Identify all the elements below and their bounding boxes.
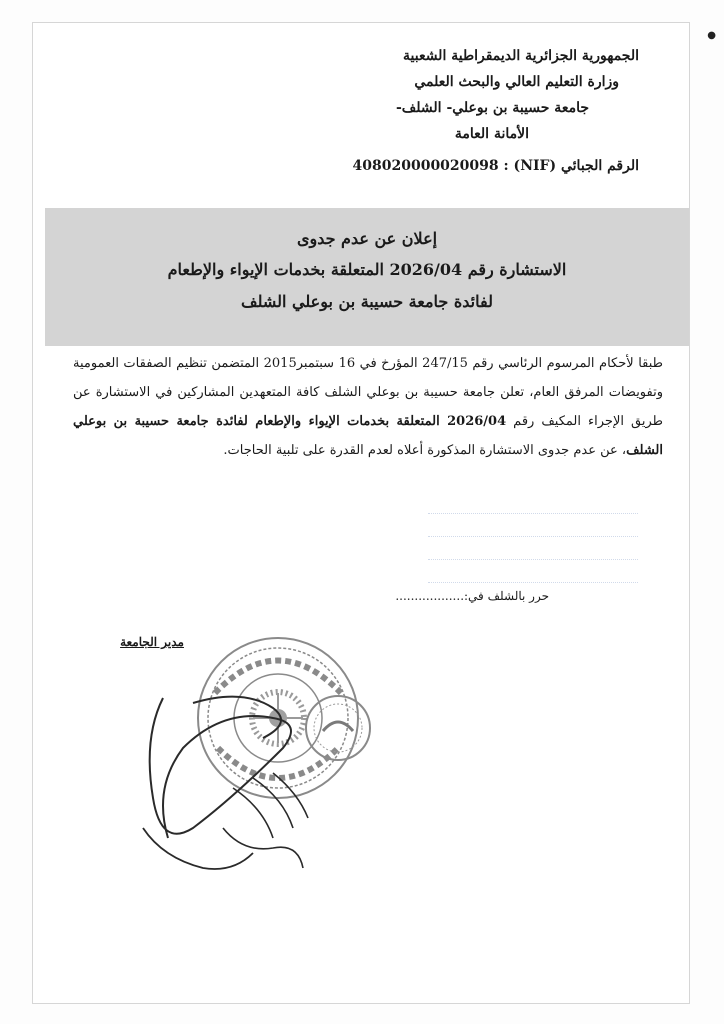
ministry-line: وزارة التعليم العالي والبحث العلمي (414, 74, 619, 90)
announcement-title: إعلان عن عدم جدوى (296, 229, 438, 248)
bleed-through-text (428, 503, 638, 598)
letterhead (219, 43, 639, 179)
nif-line: الرقم الجبائي (NIF) : 408020000020098 (352, 158, 639, 174)
signature (123, 678, 363, 898)
republic-line: الجمهورية الجزائرية الديمقراطية الشعبية (402, 48, 639, 64)
announcement-banner (45, 208, 689, 346)
date-line: حرر بالشلف في:.................. (395, 589, 549, 603)
consultation-line: الاستشارة رقم 2026/04 المتعلقة بخدمات الإيواء والإطعام (167, 260, 567, 279)
secretariat-line: الأمانة العامة (454, 126, 529, 142)
announcement-body (73, 349, 663, 465)
body-bold-part: 2026/04 المتعلقة بخدمات الإيواء والإطعام لفائدة جامعة حسيبة بن بوعلي الشلف (73, 414, 663, 458)
body-part-1: طبقا لأحكام المرسوم الرئاسي رقم 247/15 المؤرخ في 16 سبتمبر2015 المتضمن تنظيم الصفقات العمومية وتفويضات المرفق العام، تعلن جامعة حسيبة بن بوعلي الشلف كافة المتعهدين المشاركين في الاستشارة عن طريق الإجراء المكيف رقم (73, 356, 664, 429)
body-part-2: ، عن عدم جدوى الاستشارة المذكورة أعلاه لعدم القدرة على تلبية الحاجات. (223, 443, 627, 458)
corner-mark: ● (707, 30, 716, 41)
university-line: جامعة حسيبة بن بوعلي- الشلف- (395, 100, 589, 116)
signatory-title: مدير الجامعة (120, 635, 184, 649)
beneficiary-line: لفائدة جامعة حسيبة بن بوعلي الشلف (241, 292, 493, 311)
document-page (32, 22, 690, 1004)
